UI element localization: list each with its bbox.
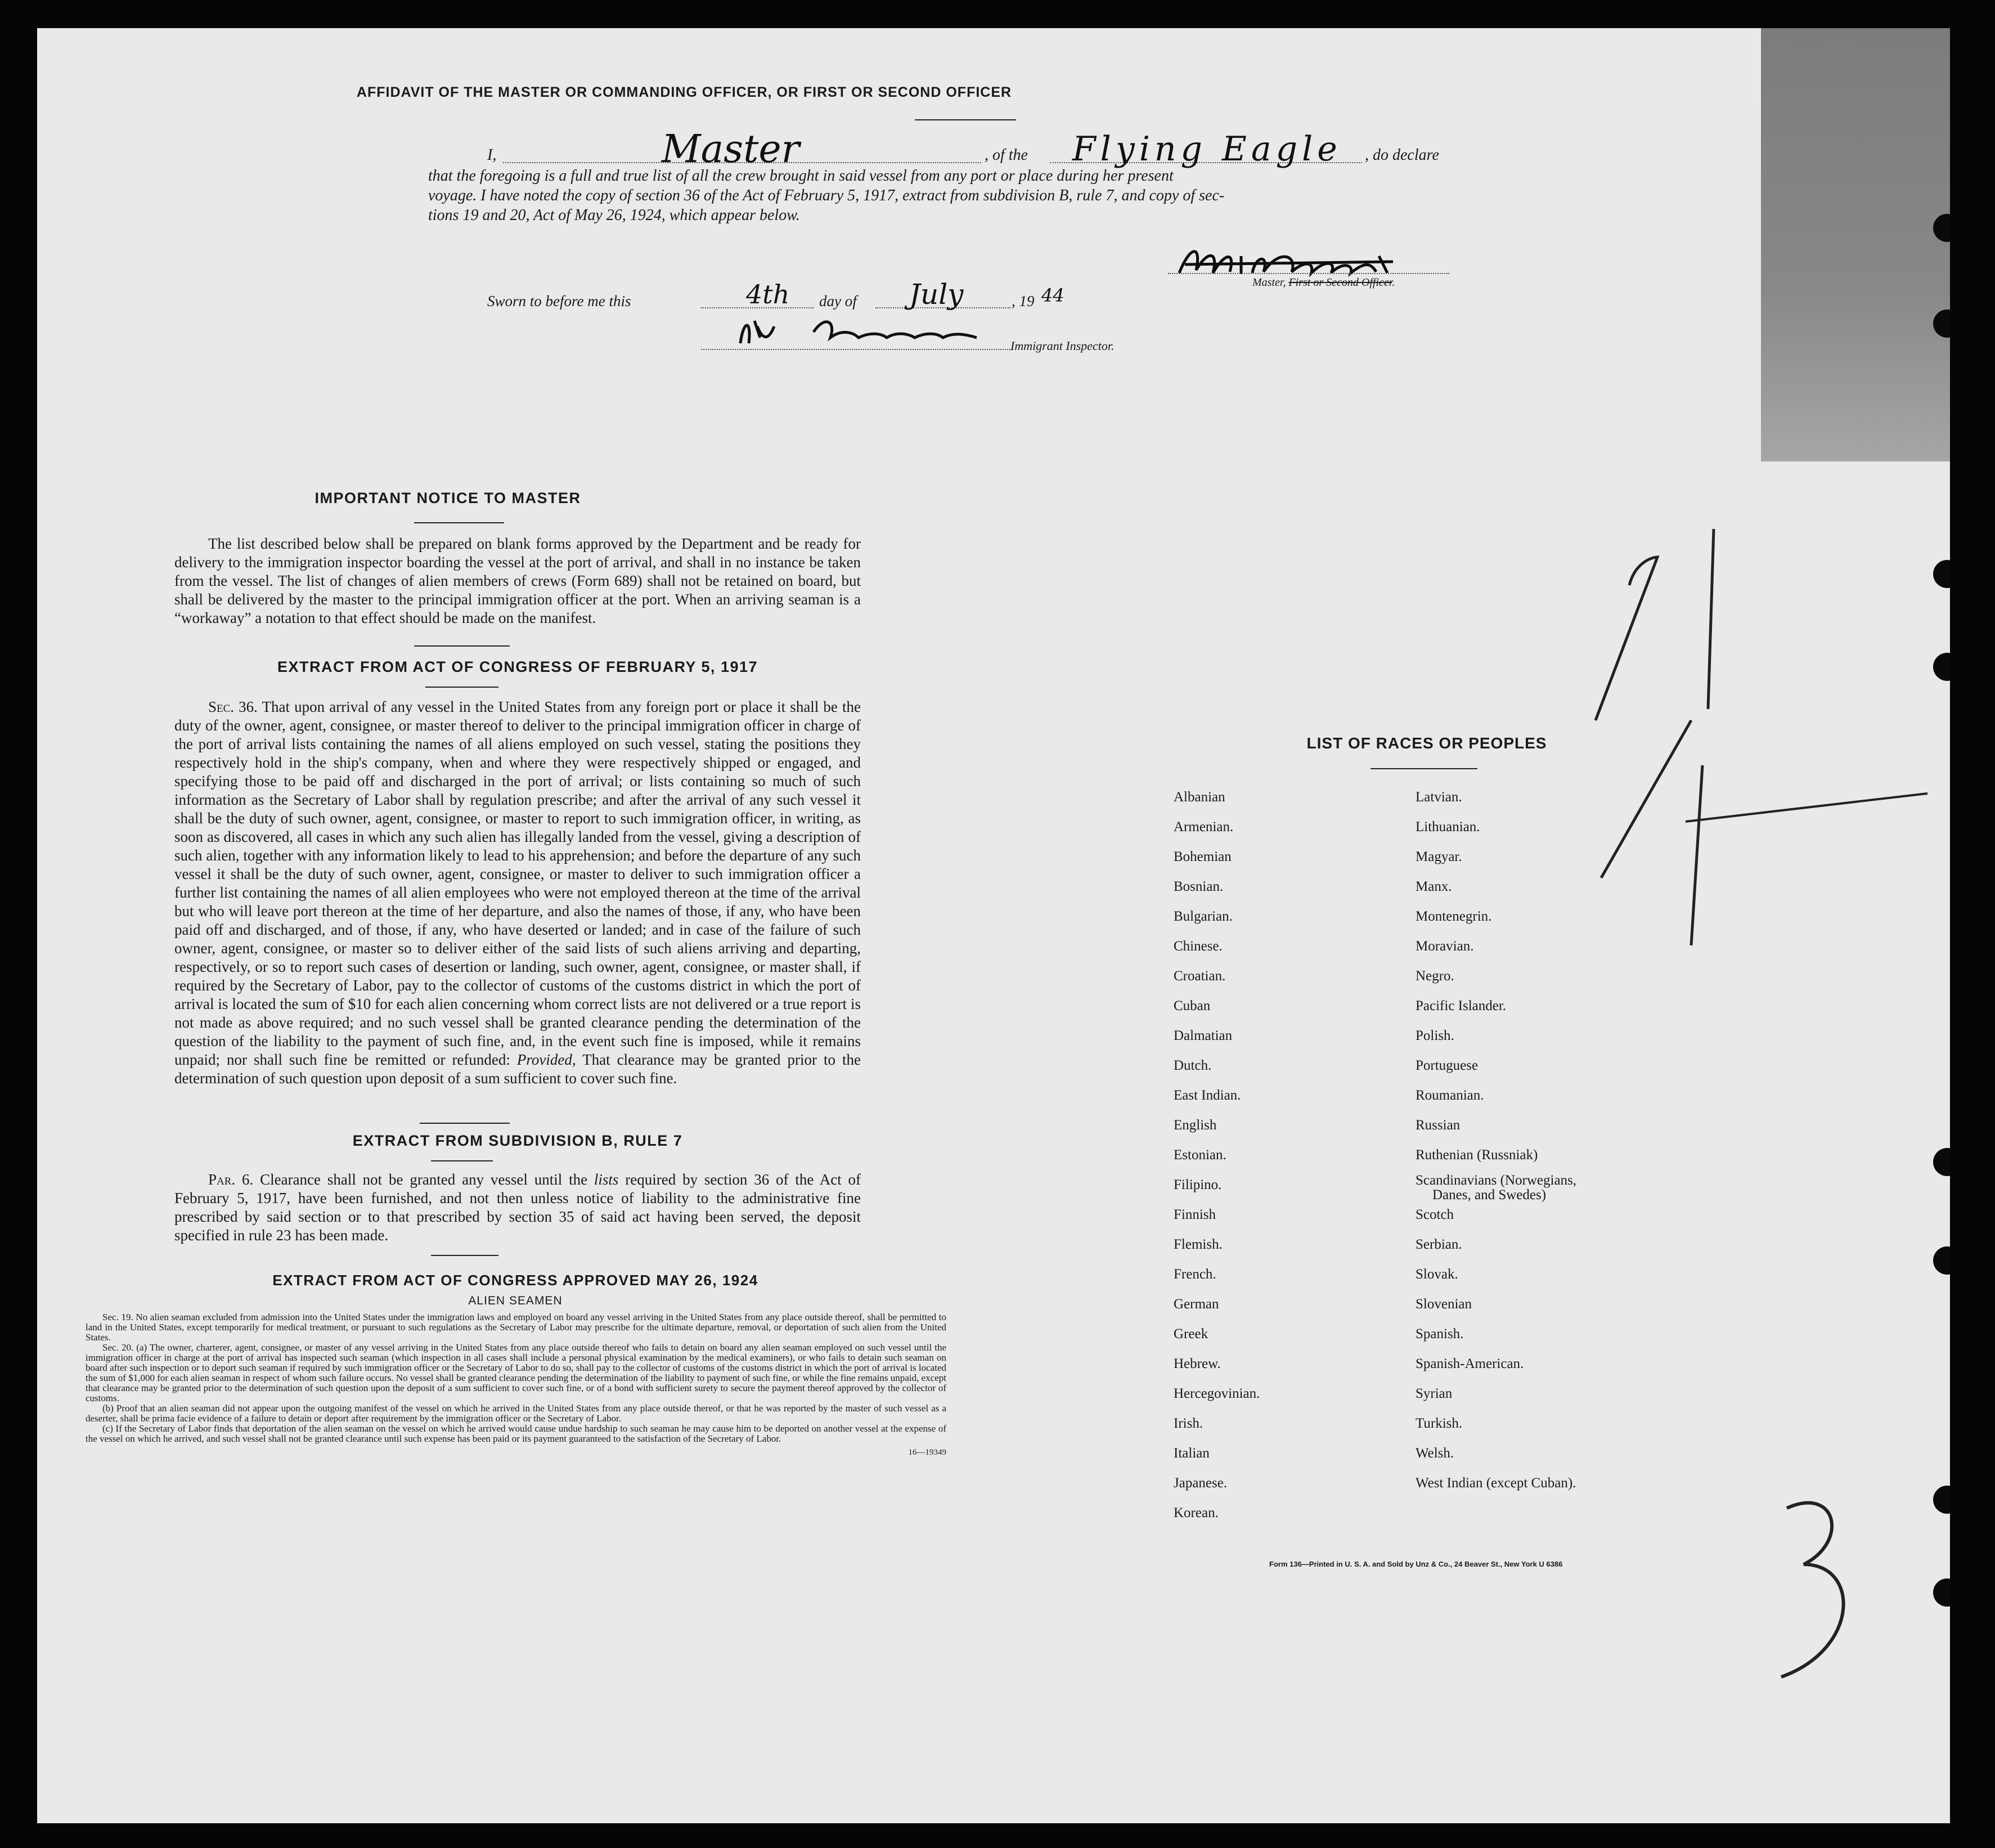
sec20b-text: (b) Proof that an alien seaman did not appear upon the outgoing manifest of the vessel on which he arrived in the United States from any place outside thereof, or that he was reported by the master of such vessel as a deserter, shall be prima facie evidence of a failure to detain or deport after requirement by the immigration officer or the Secretary of Labor. <box>86 1403 946 1424</box>
race-item: Lithuanian. <box>1416 819 1480 835</box>
sworn-day: 4th <box>746 279 790 310</box>
divider <box>431 1255 498 1256</box>
extract-1924-heading: EXTRACT FROM ACT OF CONGRESS APPROVED MAY 26, 1924 <box>272 1272 758 1289</box>
mark-4b <box>1686 793 1927 822</box>
race-item: Bulgarian. <box>1174 909 1233 924</box>
race-item: Portuguese <box>1416 1058 1479 1073</box>
caption-struck-officer: First or Second Officer <box>1288 276 1392 289</box>
alien-seamen-subheading: ALIEN SEAMEN <box>468 1294 563 1307</box>
mark-7 <box>1596 557 1657 720</box>
sworn-text: Sworn to before me this <box>487 293 631 310</box>
scan-shadow <box>1761 28 1950 461</box>
notice-body: The list described below shall be prepared on blank forms approved by the Department and be ready for delivery to the immigration inspector boarding the vessel at the port of arrival, and shall in no instance be taken from the vessel. The list of changes of alien members of crews (Form 689) shall not be retained on board, but shall be delivered by the master to the principal immigration officer at the port. When an arriving seaman is a “workaway” a notation to that effect should be made on the manifest. <box>174 535 861 626</box>
divider <box>414 645 510 647</box>
mark-4a <box>1601 720 1691 878</box>
signature-line <box>1168 273 1449 274</box>
affidavit-title: AFFIDAVIT OF THE MASTER OR COMMANDING OFFICER, OR FIRST OR SECOND OFFICER <box>356 84 1012 100</box>
race-item: Hebrew. <box>1174 1356 1221 1371</box>
manifest-page <box>37 28 1950 1823</box>
race-item: East Indian. <box>1174 1088 1241 1103</box>
race-item: Dutch. <box>1174 1058 1212 1073</box>
extract-1917-heading: EXTRACT FROM ACT OF CONGRESS OF FEBRUARY 5, 1917 <box>277 658 758 675</box>
race-item: Italian <box>1174 1446 1210 1461</box>
inspector-line <box>701 349 1010 350</box>
provided-word: Provided, <box>516 1051 576 1068</box>
par6-text-a: Clearance shall not be granted any vessel until the <box>260 1171 588 1188</box>
race-item: Korean. <box>1174 1505 1219 1520</box>
race-item: German <box>1174 1297 1219 1312</box>
race-item: Bosnian. <box>1174 879 1224 894</box>
declaration-line4: tions 19 and 20, Act of May 26, 1924, which appear below. <box>428 207 800 224</box>
race-item: Scandinavians (Norwegians, <box>1416 1173 1577 1188</box>
signature-caption <box>1252 276 1395 289</box>
race-item: Roumanian. <box>1416 1088 1484 1103</box>
race-item: Montenegrin. <box>1416 909 1492 924</box>
of-the-label: , of the <box>985 146 1028 164</box>
sec20c-text: (c) If the Secretary of Labor finds that deportation of the alien seaman on the vessel on which he arrived would cause undue hardship to such seaman he may cause him to be deported on another vessel at the expense of the vessel on which he arrived, and such vessel shall not be granted clearance until such expense has been paid or its payment guaranteed to the satisfaction of the Secretary of Labor. <box>86 1423 946 1444</box>
divider <box>420 1123 510 1124</box>
caption-end: . <box>1392 276 1395 289</box>
master-signature-block <box>1157 239 1449 287</box>
year-prefix: , 19 <box>1012 293 1035 310</box>
divider <box>915 119 1016 120</box>
race-item: Dalmatian <box>1174 1028 1233 1043</box>
sec20a-text: Sec. 20. (a) The owner, charterer, agent, consignee, or master of any vessel arriving in the United States from any place outside thereof who fails to detain on board any alien seaman employed on such vessel until the immigration officer in charge at the port of arrival has inspected such seaman (which inspection in all cases shall include a personal physical examination by the medical examiners), or who fails to detain such seaman on board after such inspection or to deport such seaman if required by such immigration officer or the Secretary of Labor to do so, shall pay to the collector of customs of the customs district in which the port of arrival is located the sum of $1,000 for each alien seaman in respect of whom such failure occurs. No vessel shall be granted clearance pending the determination of the liability to payment of such fine, or while the fine remains unpaid, except that clearance may be granted prior to the determination of such question upon the deposit of a sum sufficient to cover such fine, or of a bond with sufficient surety to secure the payment thereof approved by the collector of customs. <box>86 1342 946 1403</box>
rule7-heading: EXTRACT FROM SUBDIVISION B, RULE 7 <box>352 1132 683 1149</box>
divider <box>414 522 504 523</box>
declaration-line3: voyage. I have noted the copy of section 36 of the Act of February 5, 1917, extract from subdivision B, rule 7, and copy of sec- <box>428 187 1225 204</box>
race-item: Manx. <box>1416 879 1452 894</box>
form-code: 16—19349 <box>908 1448 946 1457</box>
extract-1924-body <box>86 1312 946 1457</box>
declaration-line2: that the foregoing is a full and true list of all the crew brought in said vessel from any port or place during her present <box>428 167 1174 185</box>
par6-label: Par. 6. <box>208 1171 254 1188</box>
declare-label: , do declare <box>1365 146 1439 164</box>
race-item: Irish. <box>1174 1416 1203 1431</box>
declaration-body <box>428 166 1576 225</box>
race-item: Chinese. <box>1174 939 1223 954</box>
race-item: Welsh. <box>1416 1446 1454 1461</box>
divider <box>1371 768 1477 769</box>
mark-1 <box>1708 529 1714 709</box>
race-item: Pacific Islander. <box>1416 998 1507 1013</box>
rule7-body <box>174 1170 861 1245</box>
inspector-caption: Immigrant Inspector. <box>1010 339 1115 353</box>
divider <box>425 687 498 688</box>
race-item: Serbian. <box>1416 1237 1462 1252</box>
sec36-label: Sec. 36. <box>208 698 258 715</box>
race-item: English <box>1174 1118 1217 1133</box>
race-item: Negro. <box>1416 968 1454 984</box>
race-item: Spanish-American. <box>1416 1356 1524 1371</box>
race-item: Latvian. <box>1416 790 1462 805</box>
mark-4c <box>1691 765 1702 945</box>
race-item: Albanian <box>1174 790 1225 805</box>
race-item: Cuban <box>1174 998 1211 1013</box>
race-item: Turkish. <box>1416 1416 1463 1431</box>
race-item: Spanish. <box>1416 1326 1464 1342</box>
day-of-label: day of <box>819 293 857 310</box>
lists-word: lists <box>594 1171 619 1188</box>
sec36-end: That clearance may be granted prior to the determination of such question upon deposit of a sum sufficient to cover such fine. <box>174 1051 861 1087</box>
declaration-line1 <box>487 127 1567 172</box>
race-item: Bohemian <box>1174 849 1232 864</box>
races-heading: LIST OF RACES OR PEOPLES <box>1306 734 1547 752</box>
master-handwritten: Master <box>662 127 800 172</box>
caption-master: Master, <box>1252 276 1289 289</box>
race-item: Flemish. <box>1174 1237 1223 1252</box>
race-item: Hercegovinian. <box>1174 1386 1260 1401</box>
race-item: Danes, and Swedes) <box>1432 1187 1547 1203</box>
inspector-signature <box>729 310 1022 355</box>
race-item: Russian <box>1416 1118 1461 1133</box>
notice-heading: IMPORTANT NOTICE TO MASTER <box>314 490 581 506</box>
sec19-text: Sec. 19. No alien seaman excluded from admission into the United States under the immigration laws and employed on board any vessel arriving in the United States from any place outside thereof, shall be permitted to land in the United States, except temporarily for medical treatment, or pursuant to such regulations as the Secretary of Labor may prescribe for the ultimate departure, removal, or deportation of such alien from the United States. <box>86 1312 946 1343</box>
race-item: Croatian. <box>1174 968 1226 984</box>
race-item: Filipino. <box>1174 1177 1222 1192</box>
race-item: Finnish <box>1174 1207 1216 1222</box>
sec36-text: That upon arrival of any vessel in the United States from any foreign port or place it shall be the duty of the owner, agent, consignee, or master thereof to deliver to the principal immigration officer in charge of the port of arrival lists containing the names of all aliens employed on such vessel, stating the positions they respectively hold in the ship's company, when and where they were respectively shipped or engaged, and specifying those to be paid off and discharged in the port of arrival; or lists containing so much of such information as the Secretary of Labor shall by regulation prescribe; and after the arrival of any such vessel it shall be the duty of such owner, agent, consignee, or master to report to such immigration officer, in writing, as soon as discovered, all cases in which any such alien has illegally landed from the vessel, giving a description of such alien, together with any information likely to lead to his apprehension; and before the departure of any such vessel it shall be the duty of such owner, agent, consignee, or master to deliver to such immigration officer a further list containing the names of all alien employees who were not employed thereon at the time of the arrival but who will leave port thereon at the time of her departure, and also the names of those, if any, who have been paid off and discharged, and of those, if any, who have deserted or landed; and in case of the failure of such owner, agent, consignee, or master so to deliver either of the said lists of such aliens arriving and departing, respectively, or so to report such cases of desertion or landing, such owner, agent, consignee, or master shall, if required by the Secretary of Labor, pay to the collector of customs of the customs district in which the port of arrival is located the sum of $10 for each alien concerning whom correct lists are not delivered or a true report is not made as above required; and no such vessel shall be granted clearance pending the determination of the question of the liability to the payment of such fine, and, in the event such fine is imposed, while it remains unpaid; nor shall such fine be remitted or refunded: <box>174 698 861 1068</box>
par6-text-b: required by section 36 of the Act of February 5, 1917, have been furnished, and not then unless notice of liability to the administrative fine prescribed by said section or to that prescribed by section 35 of said act having been served, the deposit specified in rule 23 has been made. <box>174 1171 861 1244</box>
race-item: Armenian. <box>1174 819 1234 835</box>
sworn-year: 44 <box>1041 285 1064 306</box>
race-item: Syrian <box>1416 1386 1453 1401</box>
margin-marks <box>1545 495 1939 1733</box>
race-item: West Indian (except Cuban). <box>1416 1475 1576 1491</box>
race-item: Greek <box>1174 1326 1208 1342</box>
race-item: French. <box>1174 1267 1216 1282</box>
printer-footer: Form 136—Printed in U. S. A. and Sold by Unz & Co., 24 Beaver St., New York U 6386 <box>1269 1560 1563 1568</box>
race-item: Slovenian <box>1416 1297 1472 1312</box>
race-item: Slovak. <box>1416 1267 1458 1282</box>
sworn-month: July <box>909 278 964 311</box>
race-item: Magyar. <box>1416 849 1462 864</box>
races-left-column <box>1174 782 1342 1528</box>
extract-1917-body <box>174 698 861 1088</box>
vessel-handwritten: Flying Eagle <box>1072 129 1342 169</box>
race-item: Moravian. <box>1416 939 1474 954</box>
declaration-i: I, <box>487 146 497 164</box>
race-item: Japanese. <box>1174 1475 1228 1491</box>
race-item: Scotch <box>1416 1207 1454 1222</box>
mark-3 <box>1781 1503 1844 1677</box>
race-item: Polish. <box>1416 1028 1454 1043</box>
race-item: Ruthenian (Russniak) <box>1416 1147 1538 1163</box>
divider <box>431 1160 493 1161</box>
race-item: Estonian. <box>1174 1147 1226 1163</box>
